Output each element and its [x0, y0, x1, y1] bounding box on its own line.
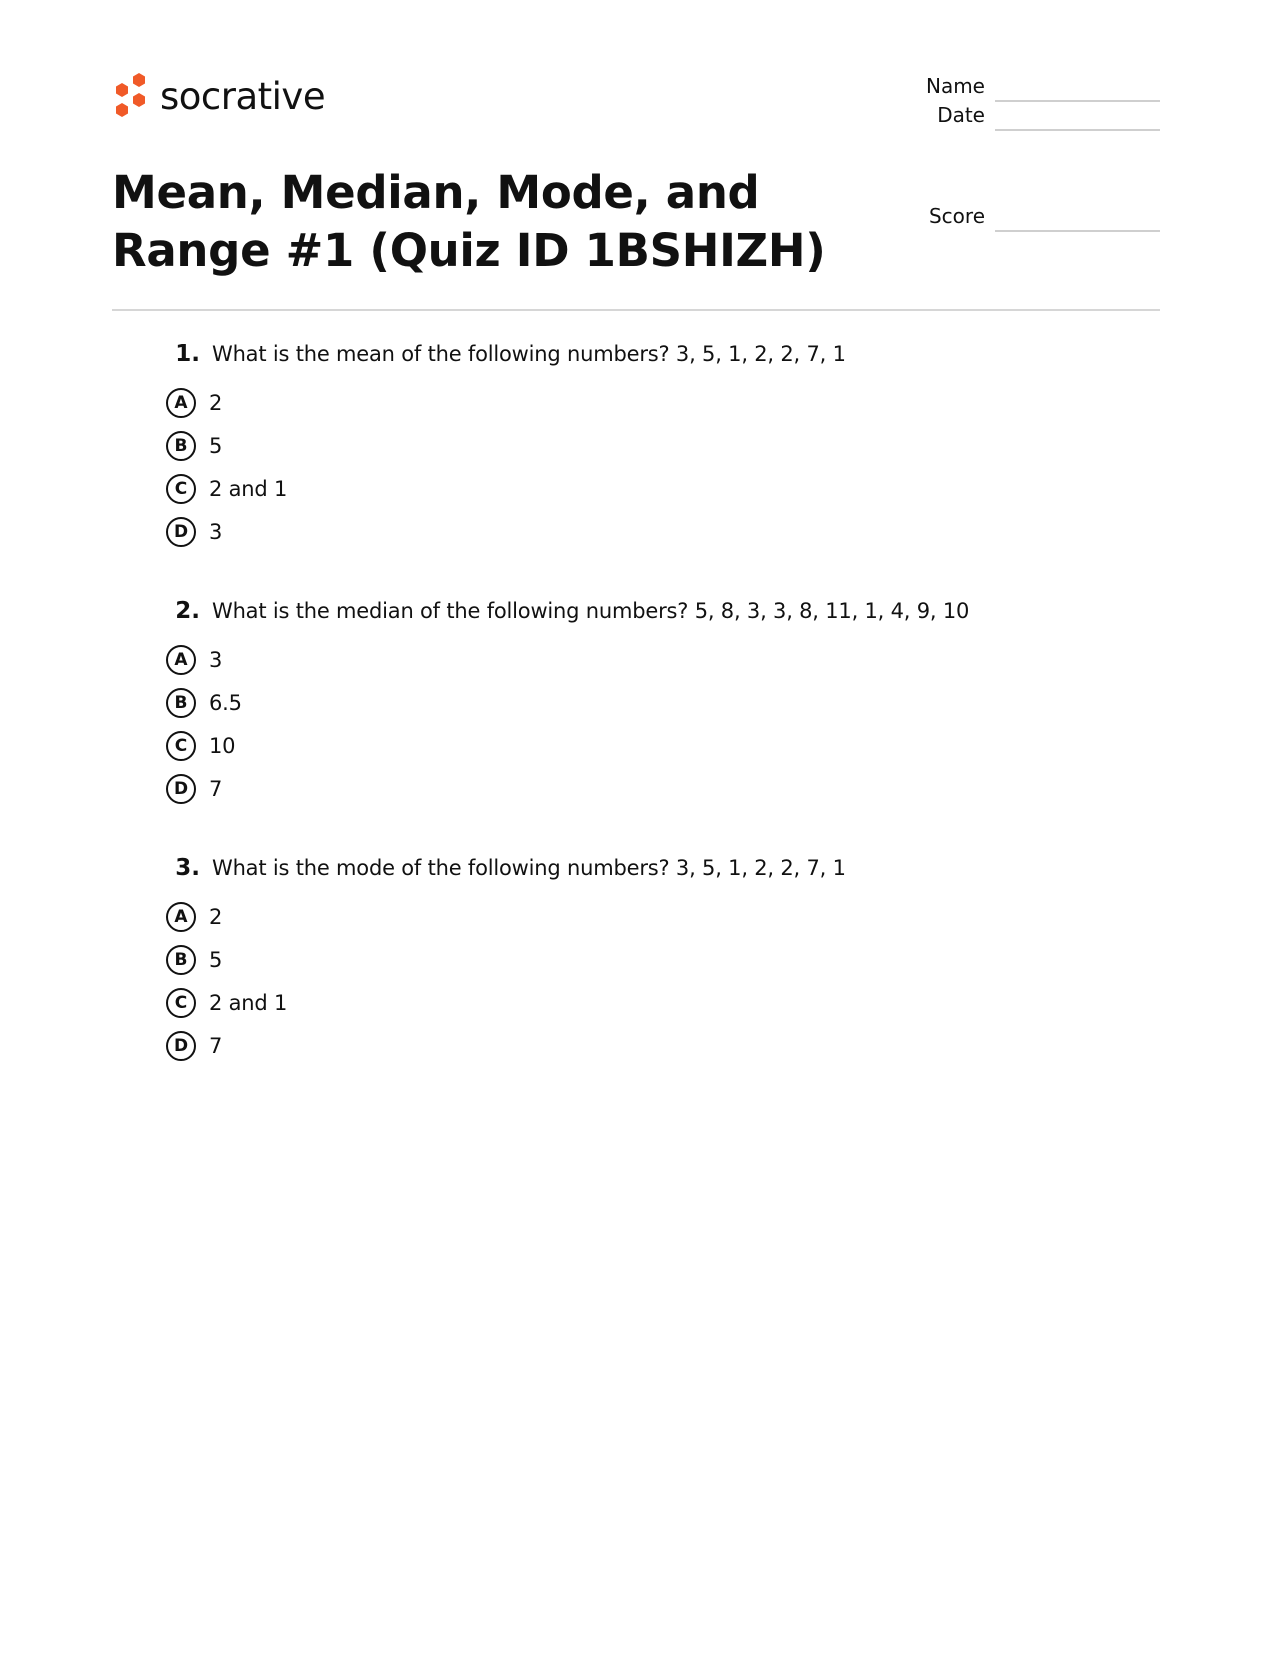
score-label: Score: [928, 204, 985, 228]
option-a-bubble[interactable]: A: [166, 388, 196, 418]
option-b[interactable]: [166, 938, 1166, 981]
question-2: [166, 598, 1166, 810]
header-divider: [112, 309, 1160, 311]
question-header: [166, 598, 1166, 638]
name-field[interactable]: [880, 72, 1160, 102]
option-a-bubble[interactable]: A: [166, 645, 196, 675]
question-header: [166, 855, 1166, 895]
option-a-text: 2: [209, 904, 223, 929]
option-d[interactable]: [166, 1024, 1166, 1067]
question-number: 3.: [175, 855, 200, 881]
socrative-logo: [112, 72, 325, 124]
option-b-text: 5: [209, 433, 223, 458]
option-c-text: 2 and 1: [209, 990, 288, 1015]
date-field[interactable]: [880, 101, 1160, 131]
option-b-text: 6.5: [209, 690, 242, 715]
option-d[interactable]: [166, 510, 1166, 553]
question-header: [166, 341, 1166, 381]
score-input-line[interactable]: [995, 230, 1160, 232]
question-text: What is the mean of the following numbers? 3, 5, 1, 2, 2, 7, 1: [212, 342, 846, 366]
question-text: What is the median of the following numbers? 5, 8, 3, 3, 8, 11, 1, 4, 9, 10: [212, 599, 970, 623]
question-1: [166, 341, 1166, 553]
option-b-text: 5: [209, 947, 223, 972]
name-label: Name: [925, 74, 985, 98]
option-d-text: 7: [209, 776, 223, 801]
question-text: What is the mode of the following numbers? 3, 5, 1, 2, 2, 7, 1: [212, 856, 846, 880]
option-a[interactable]: [166, 638, 1166, 681]
option-c[interactable]: [166, 724, 1166, 767]
option-c[interactable]: [166, 981, 1166, 1024]
option-b[interactable]: [166, 681, 1166, 724]
option-a-text: 2: [209, 390, 223, 415]
option-b-bubble[interactable]: B: [166, 431, 196, 461]
option-d-bubble[interactable]: D: [166, 1031, 196, 1061]
option-d[interactable]: [166, 767, 1166, 810]
option-c-bubble[interactable]: C: [166, 988, 196, 1018]
option-a[interactable]: [166, 381, 1166, 424]
date-input-line[interactable]: [995, 129, 1160, 131]
option-c-text: 2 and 1: [209, 476, 288, 501]
option-d-text: 7: [209, 1033, 223, 1058]
score-field[interactable]: [880, 202, 1160, 232]
date-label: Date: [937, 103, 985, 127]
option-c-text: 10: [209, 733, 236, 758]
question-3: [166, 855, 1166, 1067]
brand-name: socrative: [160, 74, 326, 118]
option-b[interactable]: [166, 424, 1166, 467]
option-c[interactable]: [166, 467, 1166, 510]
option-c-bubble[interactable]: C: [166, 474, 196, 504]
quiz-title: Mean, Median, Mode, and Range #1 (Quiz ID 1BSHIZH): [112, 166, 826, 277]
question-number: 2.: [175, 598, 200, 624]
option-b-bubble[interactable]: B: [166, 945, 196, 975]
option-a[interactable]: [166, 895, 1166, 938]
option-a-text: 3: [209, 647, 223, 672]
option-b-bubble[interactable]: B: [166, 688, 196, 718]
hexagon-cluster-icon: [112, 73, 150, 123]
option-d-bubble[interactable]: D: [166, 517, 196, 547]
option-a-bubble[interactable]: A: [166, 902, 196, 932]
question-number: 1.: [175, 341, 200, 367]
option-d-bubble[interactable]: D: [166, 774, 196, 804]
option-d-text: 3: [209, 519, 223, 544]
option-c-bubble[interactable]: C: [166, 731, 196, 761]
